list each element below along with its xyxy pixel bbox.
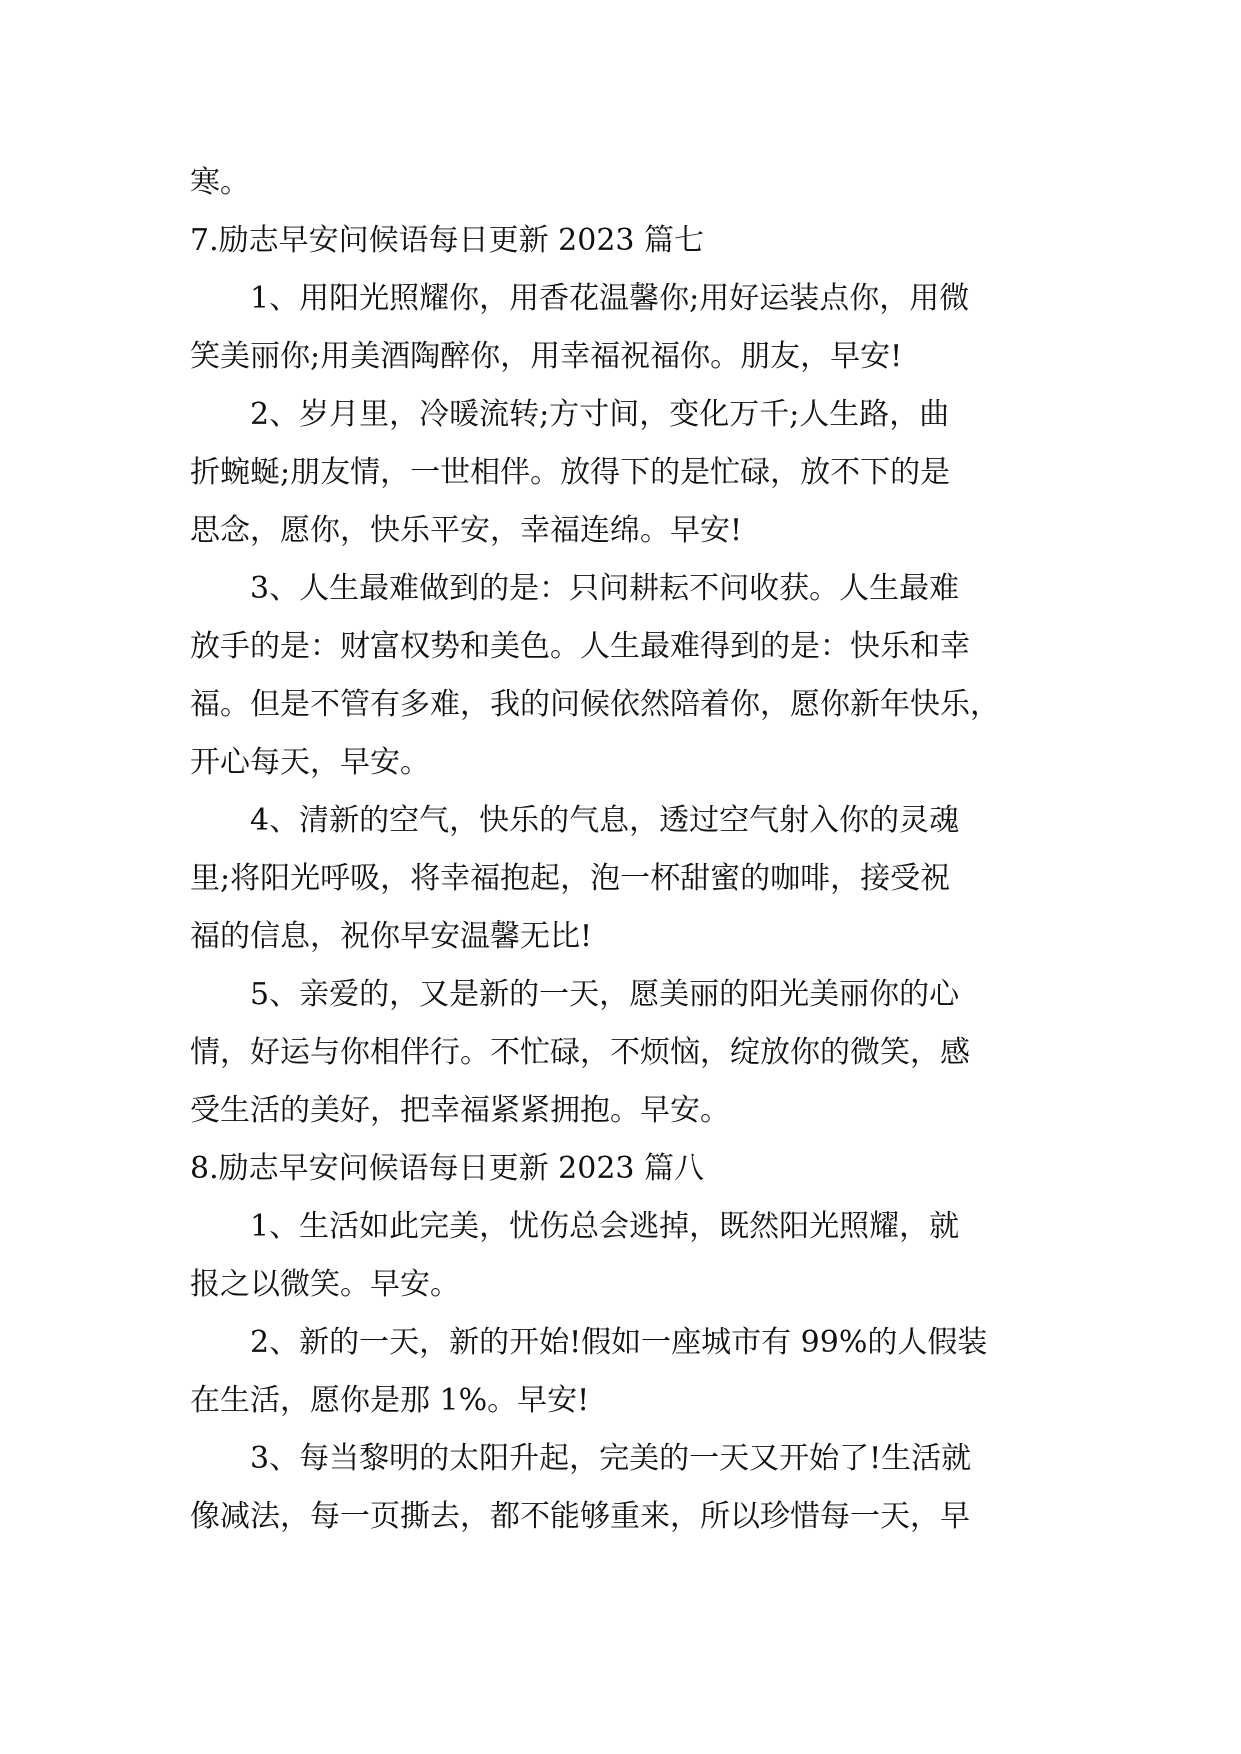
- paragraph-7-1: [190, 270, 1052, 386]
- section-heading: 8.励志早安问候语每日更新 2023 篇八: [190, 1151, 705, 1186]
- paragraph-line: 里;将阳光呼吸，将幸福抱起，泡一杯甜蜜的咖啡，接受祝: [190, 861, 951, 896]
- paragraph-line: 3、每当黎明的太阳升起，完美的一天又开始了!生活就: [250, 1441, 972, 1476]
- paragraph-line: 1、用阳光照耀你，用香花温馨你;用好运装点你，用微: [250, 281, 970, 316]
- paragraph-line: 2、岁月里，冷暖流转;方寸间，变化万千;人生路，曲: [250, 397, 950, 432]
- paragraph-line: 笑美丽你;用美酒陶醉你，用幸福祝福你。朋友，早安!: [190, 339, 903, 374]
- paragraph-line: 3、人生最难做到的是：只问耕耘不问收获。人生最难: [250, 571, 960, 606]
- paragraph-8-3: [190, 1430, 1052, 1546]
- paragraph-line: 4、清新的空气，快乐的气息，透过空气射入你的灵魂: [250, 803, 960, 838]
- paragraph-line: 1、生活如此完美，忧伤总会逃掉，既然阳光照耀，就: [250, 1209, 960, 1244]
- section-7: [190, 212, 1052, 1140]
- paragraph-line: 开心每天，早安。: [190, 745, 430, 780]
- paragraph-line: 思念，愿你，快乐平安，幸福连绵。早安!: [190, 513, 743, 548]
- paragraph-7-4: [190, 792, 1052, 966]
- continuation-text: 寒。: [190, 165, 250, 200]
- paragraph-line: 受生活的美好，把幸福紧紧拥抱。早安。: [190, 1093, 730, 1128]
- paragraph-line: 折蜿蜒;朋友情，一世相伴。放得下的是忙碌，放不下的是: [190, 455, 951, 490]
- paragraph-7-2: [190, 386, 1052, 560]
- paragraph-line: 放手的是：财富权势和美色。人生最难得到的是：快乐和幸: [190, 629, 970, 664]
- section-8: [190, 1140, 1052, 1546]
- paragraph-line: 报之以微笑。早安。: [190, 1267, 460, 1302]
- paragraph-line: 福的信息，祝你早安温馨无比!: [190, 919, 593, 954]
- paragraph-8-1: [190, 1198, 1052, 1314]
- paragraph-7-5: [190, 966, 1052, 1140]
- paragraph-line: 在生活，愿你是那 1%。早安!: [190, 1383, 590, 1418]
- paragraph-line: 情，好运与你相伴行。不忙碌，不烦恼，绽放你的微笑，感: [190, 1035, 970, 1070]
- document-page: [190, 154, 1052, 1546]
- paragraph-8-2: [190, 1314, 1052, 1430]
- paragraph-line: 福。但是不管有多难，我的问候依然陪着你，愿你新年快乐，: [190, 687, 1000, 722]
- paragraph-line: 5、亲爱的，又是新的一天，愿美丽的阳光美丽你的心: [250, 977, 960, 1012]
- section-heading: 7.励志早安问候语每日更新 2023 篇七: [190, 223, 705, 258]
- paragraph-7-3: [190, 560, 1052, 792]
- paragraph-line: 2、新的一天，新的开始!假如一座城市有 99%的人假装: [250, 1325, 988, 1360]
- paragraph-line: 像减法，每一页撕去，都不能够重来，所以珍惜每一天，早: [190, 1499, 970, 1534]
